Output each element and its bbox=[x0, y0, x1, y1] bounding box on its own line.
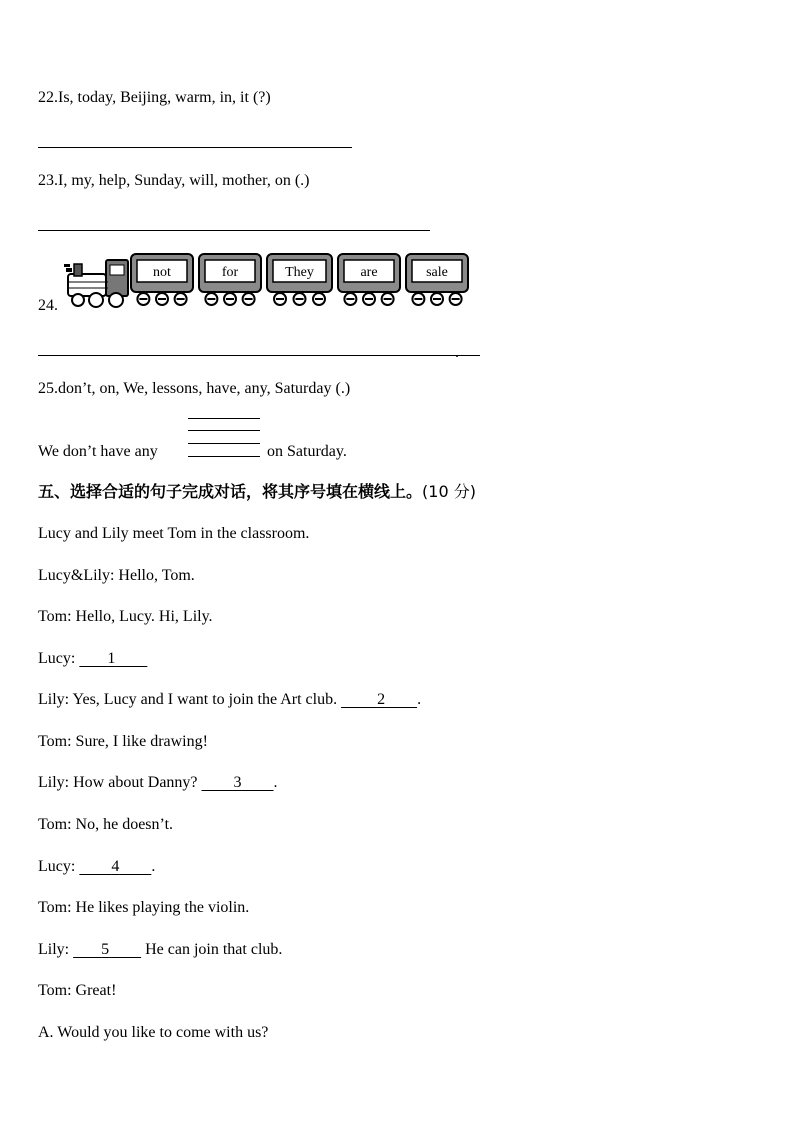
dialogue-line-4-text: Lily: Yes, Lucy and I want to join the Art club. bbox=[38, 691, 342, 708]
train-car bbox=[199, 254, 261, 305]
blank-4-number: 4 bbox=[111, 858, 120, 875]
dialogue-line-9: Tom: He likes playing the violin. bbox=[38, 899, 250, 916]
train-car bbox=[338, 254, 400, 305]
option-a: A. Would you like to come with us? bbox=[38, 1024, 269, 1041]
train-car bbox=[267, 254, 332, 305]
dialogue-intro: Lucy and Lily meet Tom in the classroom. bbox=[38, 525, 310, 542]
question-23: 23.I, my, help, Sunday, will, mother, on (.) bbox=[38, 172, 310, 189]
train-word: They bbox=[285, 265, 314, 280]
blank-3-number: 3 bbox=[233, 774, 242, 791]
dialogue-line-10-end: He can join that club. bbox=[141, 941, 283, 958]
locomotive-icon bbox=[64, 260, 128, 307]
dialogue-line-6 bbox=[38, 773, 278, 793]
dialogue-line-1: Lucy&Lily: Hello, Tom. bbox=[38, 567, 195, 584]
speaker-lucy-2: Lucy: bbox=[38, 858, 80, 875]
speaker-lily: Lily: bbox=[38, 941, 74, 958]
question-24-number: 24. bbox=[38, 297, 58, 314]
blank-4[interactable] bbox=[79, 857, 151, 877]
answer-line-23[interactable] bbox=[38, 230, 430, 231]
blank-1[interactable] bbox=[79, 649, 147, 669]
question-24-end-mark: . bbox=[455, 344, 459, 361]
answer-line-25a[interactable] bbox=[188, 418, 260, 419]
section-5-title bbox=[38, 482, 476, 502]
answer-line-25c[interactable] bbox=[188, 443, 260, 444]
speaker-lucy: Lucy: bbox=[38, 650, 80, 667]
blank-1-number: 1 bbox=[107, 650, 116, 667]
blank-2[interactable] bbox=[341, 690, 417, 710]
answer-line-25d[interactable] bbox=[188, 456, 260, 457]
section-5-heading: 五、选择合适的句子完成对话，将其序号填在横线上。 bbox=[38, 482, 423, 501]
train-word: not bbox=[153, 265, 171, 280]
dialogue-line-11: Tom: Great! bbox=[38, 982, 117, 999]
dialogue-line-7: Tom: No, he doesn’t. bbox=[38, 816, 174, 833]
answer-line-22[interactable] bbox=[38, 147, 352, 148]
blank-3[interactable] bbox=[202, 773, 274, 793]
dialogue-line-10 bbox=[38, 940, 282, 960]
question-25-suffix: on Saturday. bbox=[267, 443, 347, 460]
word-train-image bbox=[64, 252, 474, 312]
dialogue-line-4 bbox=[38, 690, 421, 710]
train-car bbox=[406, 254, 468, 305]
train-word: are bbox=[360, 265, 378, 280]
question-25: 25.don’t, on, We, lessons, have, any, Saturday (.) bbox=[38, 380, 351, 397]
dialogue-line-4-end: . bbox=[417, 691, 422, 708]
train-word: for bbox=[221, 265, 239, 280]
blank-5[interactable] bbox=[73, 940, 141, 960]
dialogue-line-8 bbox=[38, 857, 155, 877]
section-5-score: (10 分) bbox=[422, 482, 476, 501]
dialogue-line-2: Tom: Hello, Lucy. Hi, Lily. bbox=[38, 608, 213, 625]
dialogue-line-8-end: . bbox=[151, 858, 156, 875]
dialogue-line-3 bbox=[38, 649, 147, 669]
question-25-prefix: We don’t have any bbox=[38, 443, 158, 460]
blank-5-number: 5 bbox=[101, 941, 110, 958]
blank-2-number: 2 bbox=[377, 691, 386, 708]
answer-line-25b[interactable] bbox=[188, 430, 260, 431]
dialogue-line-6-text: Lily: How about Danny? bbox=[38, 774, 202, 791]
train-car bbox=[131, 254, 193, 305]
dialogue-line-5: Tom: Sure, I like drawing! bbox=[38, 733, 208, 750]
question-22: 22.Is, today, Beijing, warm, in, it (?) bbox=[38, 89, 271, 106]
dialogue-line-6-end: . bbox=[273, 774, 278, 791]
answer-line-24[interactable] bbox=[38, 355, 480, 356]
train-word: sale bbox=[426, 265, 448, 280]
